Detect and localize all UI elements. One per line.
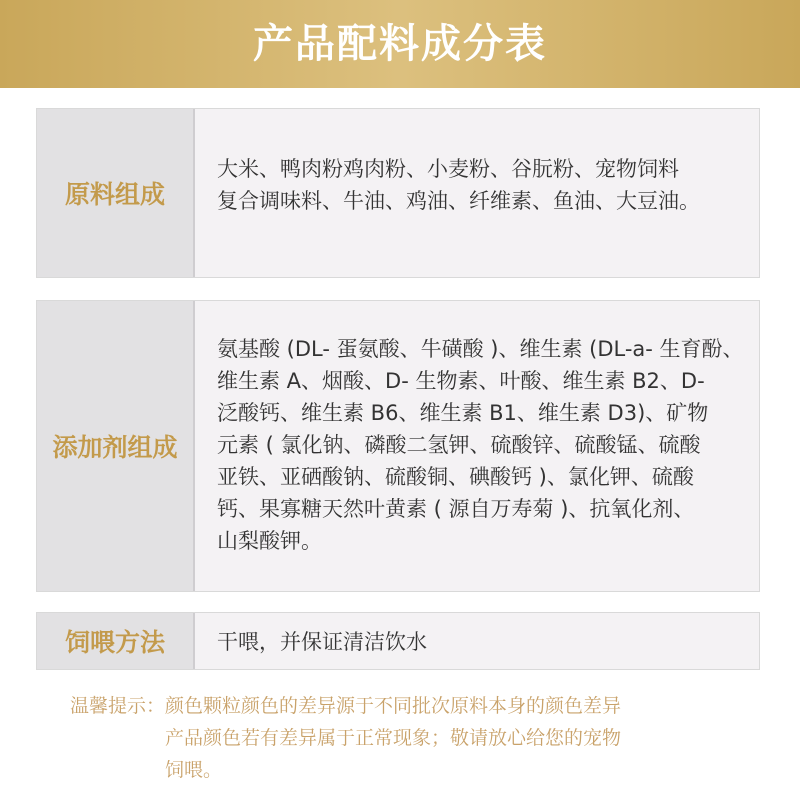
- tip-note: [70, 690, 770, 786]
- content-line: 泛酸钙、维生素 B6、维生素 B1、维生素 D3)、矿物: [217, 401, 709, 425]
- section-label: 添加剂组成: [37, 301, 195, 591]
- tip-line: 饲喂。: [70, 759, 223, 781]
- content-line: 干喂，并保证清洁饮水: [217, 630, 427, 654]
- content-line: 山梨酸钾。: [217, 529, 322, 553]
- section-feeding-method: [36, 612, 760, 670]
- content-line: 大米、鸭肉粉鸡肉粉、小麦粉、谷朊粉、宠物饲料: [217, 157, 679, 181]
- section-raw-materials: [36, 108, 760, 278]
- content-line: 亚铁、亚硒酸钠、硫酸铜、碘酸钙 )、氯化钾、硫酸: [217, 465, 694, 489]
- content-line: 元素 ( 氯化钠、磷酸二氢钾、硫酸锌、硫酸锰、硫酸: [217, 433, 701, 457]
- content-line: 氨基酸 (DL- 蛋氨酸、牛磺酸 )、维生素 (DL-a- 生育酚、: [217, 337, 744, 361]
- section-label: 原料组成: [37, 109, 195, 277]
- content-line: 钙、果寡糖天然叶黄素 ( 源自万寿菊 )、抗氧化剂、: [217, 497, 695, 521]
- section-additives: [36, 300, 760, 592]
- content-line: 维生素 A、烟酸、D- 生物素、叶酸、维生素 B2、D-: [217, 369, 705, 393]
- section-content: [217, 626, 745, 658]
- section-label: 饲喂方法: [37, 613, 195, 669]
- section-content: [217, 333, 745, 557]
- page-title: 产品配料成分表: [253, 21, 547, 67]
- content-line: 复合调味料、牛油、鸡油、纤维素、鱼油、大豆油。: [217, 189, 700, 213]
- tip-line: 产品颜色若有差异属于正常现象；敬请放心给您的宠物: [70, 727, 622, 749]
- section-content: [217, 153, 745, 217]
- tip-line: 温馨提示：颜色颗粒颜色的差异源于不同批次原料本身的颜色差异: [70, 695, 622, 717]
